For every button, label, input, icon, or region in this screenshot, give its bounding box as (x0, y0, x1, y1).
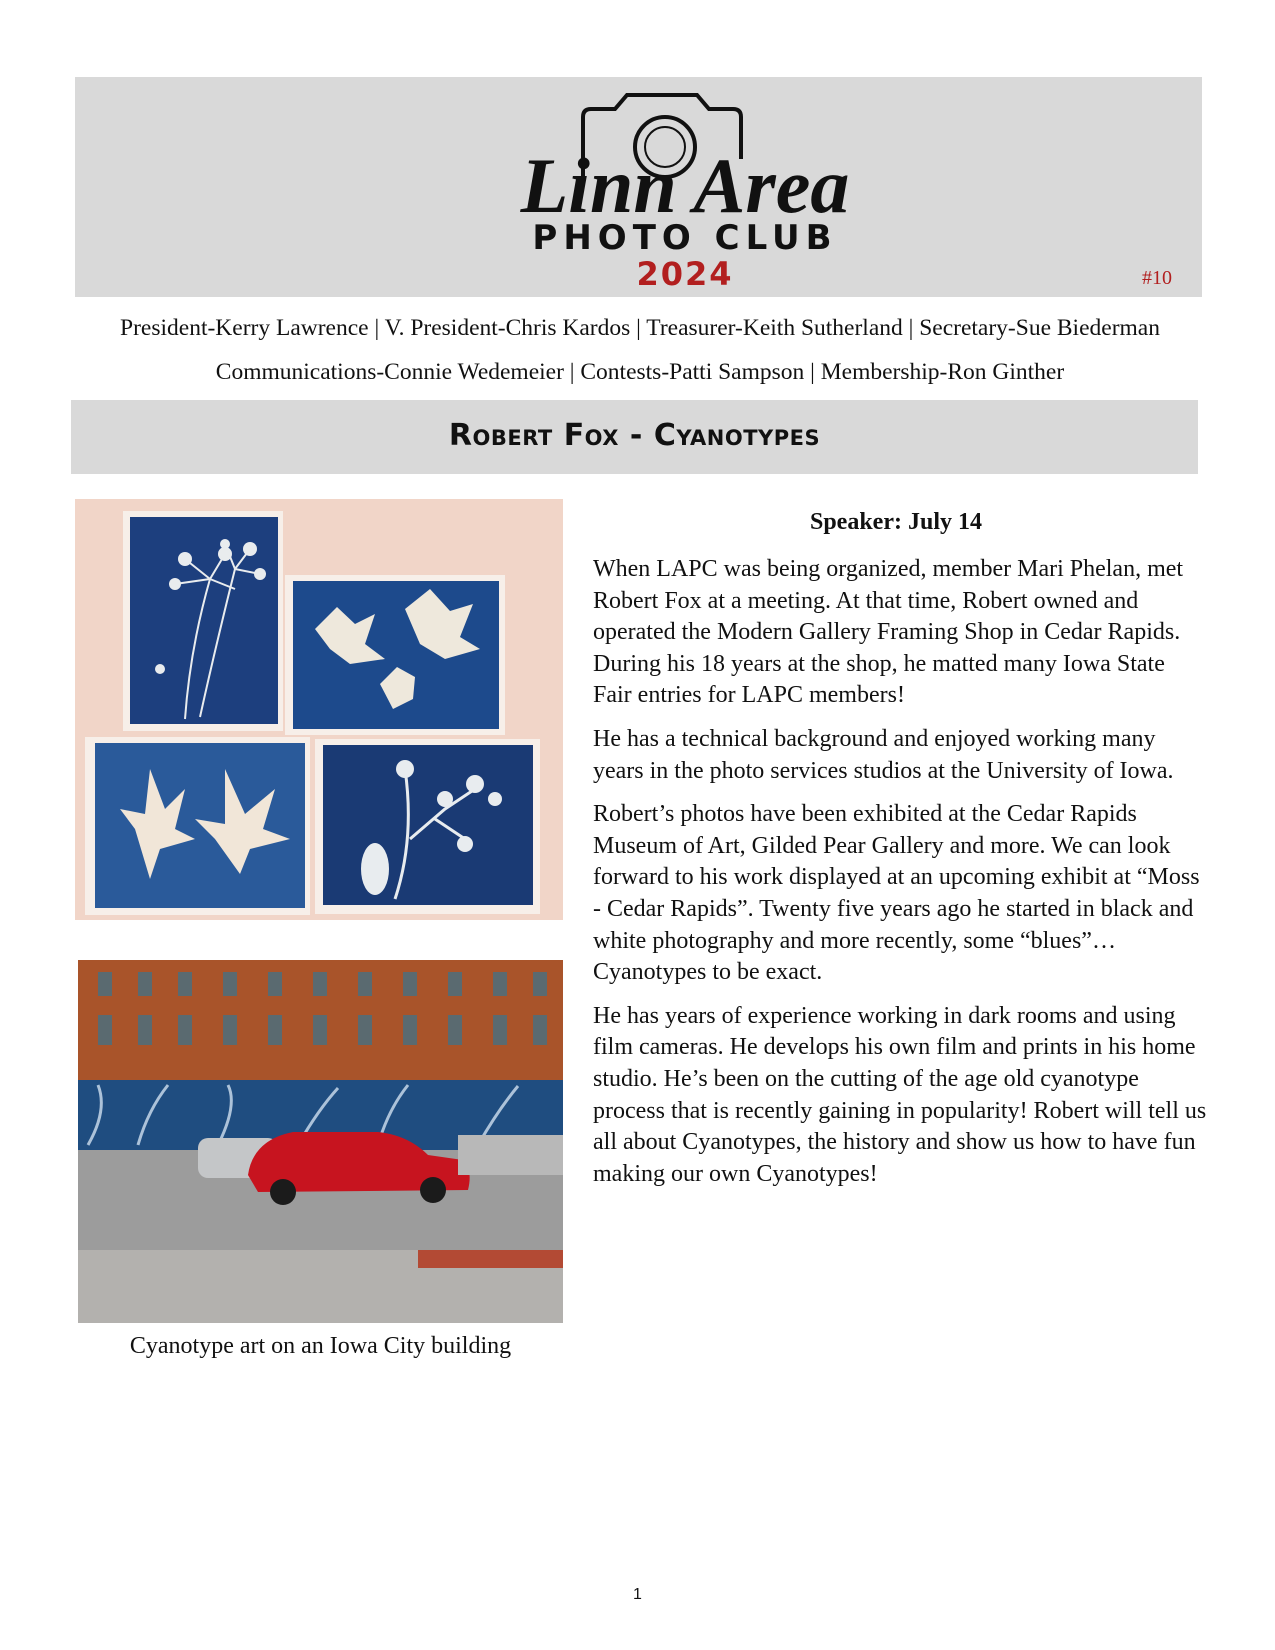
masthead (75, 77, 1202, 297)
club-logo (415, 87, 955, 287)
cyanotype-prints-photo (75, 499, 563, 920)
article-paragraph-2: He has a technical background and enjoyed working many years in the photo services studios at the University of Iowa. (593, 725, 1174, 784)
page-number: 1 (633, 1586, 642, 1603)
article-paragraph-4: He has years of experience working in dark rooms and using film cameras. He develops his own film and prints in his home studio. He’s been on the cutting of the age old cyanotype process that is recently gaining in popularity! Robert will tell us all about Cyanotypes, the history and show us how to have fun making our own Cyanotypes! (593, 1002, 1207, 1187)
speaker-date: Speaker: July 14 (809, 509, 982, 535)
logo-subtitle: PHOTO CLUB (532, 218, 838, 258)
logo-title: Linn Area (520, 142, 850, 229)
issue-number: #10 (1142, 267, 1172, 289)
article-paragraph-1: When LAPC was being organized, member Mari Phelan, met Robert Fox at a meeting. At that time, Robert owned and operated the Modern Gallery Framing Shop in Cedar Rapids. During his 18 years at the shop, he matted many Iowa State Fair entries for LAPC members! (593, 556, 1184, 709)
section-header (71, 400, 1198, 474)
section-title: Robert Fox - Cyanotypes (448, 418, 821, 453)
officers-row-2: Communications-Connie Wedemeier | Contests-Patti Sampson | Membership-Ron Ginther (215, 359, 1065, 385)
iowa-city-building-photo (78, 960, 563, 1323)
logo-year: 2024 (636, 255, 734, 287)
article-body (593, 554, 1208, 1202)
photo-caption: Cyanotype art on an Iowa City building (129, 1333, 512, 1359)
article-paragraph-3: Robert’s photos have been exhibited at the Cedar Rapids Museum of Art, Gilded Pear Gallery and more. We can look forward to his work displayed at an upcoming exhibit at “Moss - Cedar Rapids”. Twenty five years ago he started in black and white photography and more recently, some “blues”… Cyanotypes to be exact. (593, 801, 1200, 986)
officers-row-1: President-Kerry Lawrence | V. President-Chris Kardos | Treasurer-Keith Sutherland | Secretary-Sue Biederman (120, 315, 1160, 341)
officers-list (60, 306, 1220, 394)
